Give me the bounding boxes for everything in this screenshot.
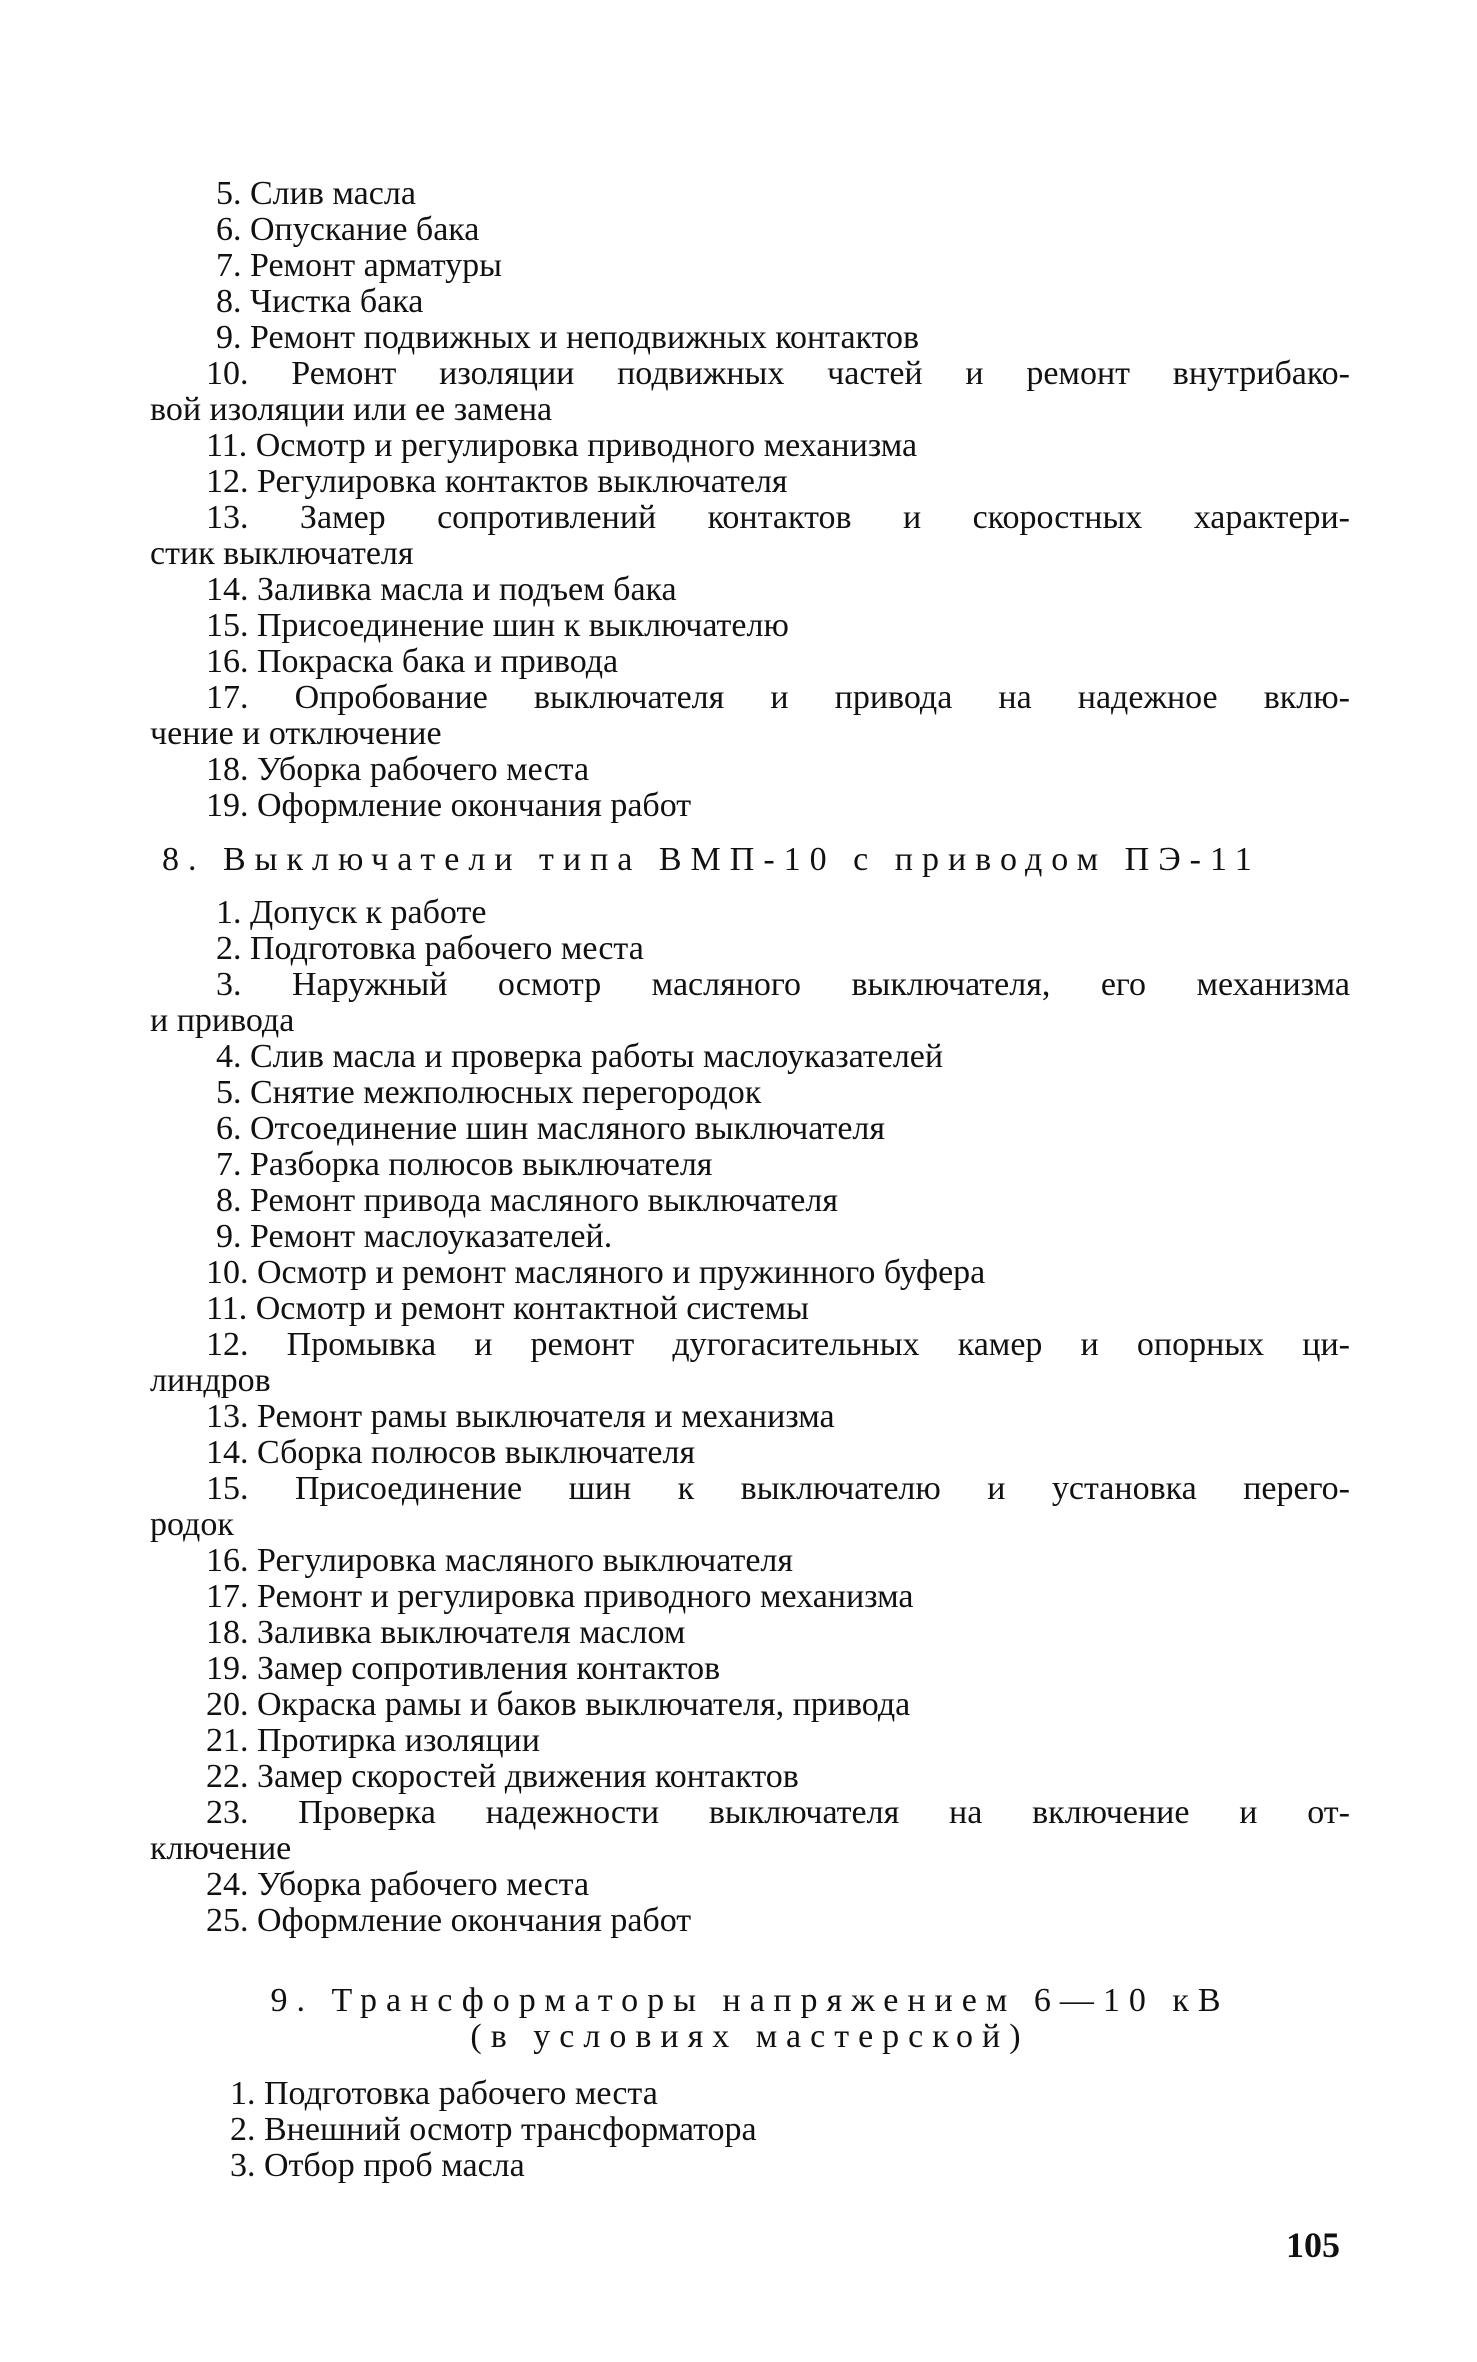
list-item: 4. Слив масла и проверка работы маслоуказателей xyxy=(216,1038,944,1075)
list-item: 14. Заливка масла и подъем бака xyxy=(206,571,677,608)
list-item: 8. Ремонт привода масляного выключателя xyxy=(216,1182,838,1219)
section-8-heading: 8. Выключатели типа ВМП-10 с приводом ПЭ-11 xyxy=(162,841,1261,878)
list-item: 24. Уборка рабочего места xyxy=(206,1866,590,1903)
list-item: 15. Присоединение шин к выключателю xyxy=(206,607,789,644)
list-item: 19. Оформление окончания работ xyxy=(206,787,692,824)
list-item: 6. Опускание бака xyxy=(216,211,480,248)
list-item: 20. Окраска рамы и баков выключателя, привода xyxy=(206,1686,911,1723)
list-item: 25. Оформление окончания работ xyxy=(206,1902,692,1939)
page-number: 105 xyxy=(1286,2225,1340,2265)
list-item: 22. Замер скоростей движения контактов xyxy=(206,1758,799,1795)
list-item: 7. Разборка полюсов выключателя xyxy=(216,1146,713,1183)
list-item: 23. Проверка надежности выключателя на включение и от- xyxy=(206,1794,1350,1831)
section-9-heading: 9. Трансформаторы напряжением 6—10 кВ xyxy=(270,1982,1230,2019)
list-item: 12. Регулировка контактов выключателя xyxy=(206,463,788,500)
list-item-continuation: линдров xyxy=(150,1362,271,1399)
list-item: 14. Сборка полюсов выключателя xyxy=(206,1434,696,1471)
section-9-subheading: (в условиях мастерской) xyxy=(470,2018,1030,2055)
list-item-continuation: ключение xyxy=(150,1830,292,1867)
list-item: 13. Замер сопротивлений контактов и скоростных характери- xyxy=(206,499,1350,536)
list-item: 2. Внешний осмотр трансформатора xyxy=(230,2111,757,2148)
list-item: 18. Уборка рабочего места xyxy=(206,751,590,788)
list-item: 19. Замер сопротивления контактов xyxy=(206,1650,721,1687)
list-item: 11. Осмотр и регулировка приводного механизма xyxy=(206,427,918,464)
list-item: 12. Промывка и ремонт дугогасительных камер и опорных ци- xyxy=(206,1326,1350,1363)
list-item: 1. Подготовка рабочего места xyxy=(230,2075,658,2112)
list-item: 10. Ремонт изоляции подвижных частей и ремонт внутрибако- xyxy=(206,355,1350,392)
list-item: 17. Опробование выключателя и привода на надежное вклю- xyxy=(206,679,1350,716)
section-9-list xyxy=(150,2076,1350,2184)
list-item: 3. Наружный осмотр масляного выключателя, его механизма xyxy=(216,966,1350,1003)
list-item: 17. Ремонт и регулировка приводного механизма xyxy=(206,1578,914,1615)
list-item: 2. Подготовка рабочего места xyxy=(216,930,644,967)
list-item: 9. Ремонт подвижных и неподвижных контактов xyxy=(216,319,920,356)
list-item: 7. Ремонт арматуры xyxy=(216,247,502,284)
list-item: 11. Осмотр и ремонт контактной системы xyxy=(206,1290,809,1327)
list-item: 15. Присоединение шин к выключателю и установка перего- xyxy=(206,1470,1350,1507)
list-item-continuation: стик выключателя xyxy=(150,535,414,572)
list-item: 16. Покраска бака и привода xyxy=(206,643,619,680)
section-8-list xyxy=(150,895,1350,1939)
list-item: 3. Отбор проб масла xyxy=(230,2147,525,2184)
list-item-continuation: чение и отключение xyxy=(150,715,442,752)
list-top xyxy=(150,176,1350,824)
list-item: 16. Регулировка масляного выключателя xyxy=(206,1542,794,1579)
list-item: 6. Отсоединение шин масляного выключателя xyxy=(216,1110,886,1147)
list-item: 21. Протирка изоляции xyxy=(206,1722,540,1759)
list-item-continuation: родок xyxy=(150,1506,234,1543)
list-item: 13. Ремонт рамы выключателя и механизма xyxy=(206,1398,835,1435)
list-item: 1. Допуск к работе xyxy=(216,894,487,931)
list-item-continuation: и привода xyxy=(150,1002,295,1039)
list-item: 9. Ремонт маслоуказателей. xyxy=(216,1218,613,1255)
list-item: 8. Чистка бака xyxy=(216,283,424,320)
list-item: 5. Снятие межполюсных перегородок xyxy=(216,1074,762,1111)
list-item: 5. Слив масла xyxy=(216,175,416,212)
list-item: 18. Заливка выключателя маслом xyxy=(206,1614,686,1651)
list-item-continuation: вой изоляции или ее замена xyxy=(150,391,553,428)
list-item: 10. Осмотр и ремонт масляного и пружинного буфера xyxy=(206,1254,986,1291)
